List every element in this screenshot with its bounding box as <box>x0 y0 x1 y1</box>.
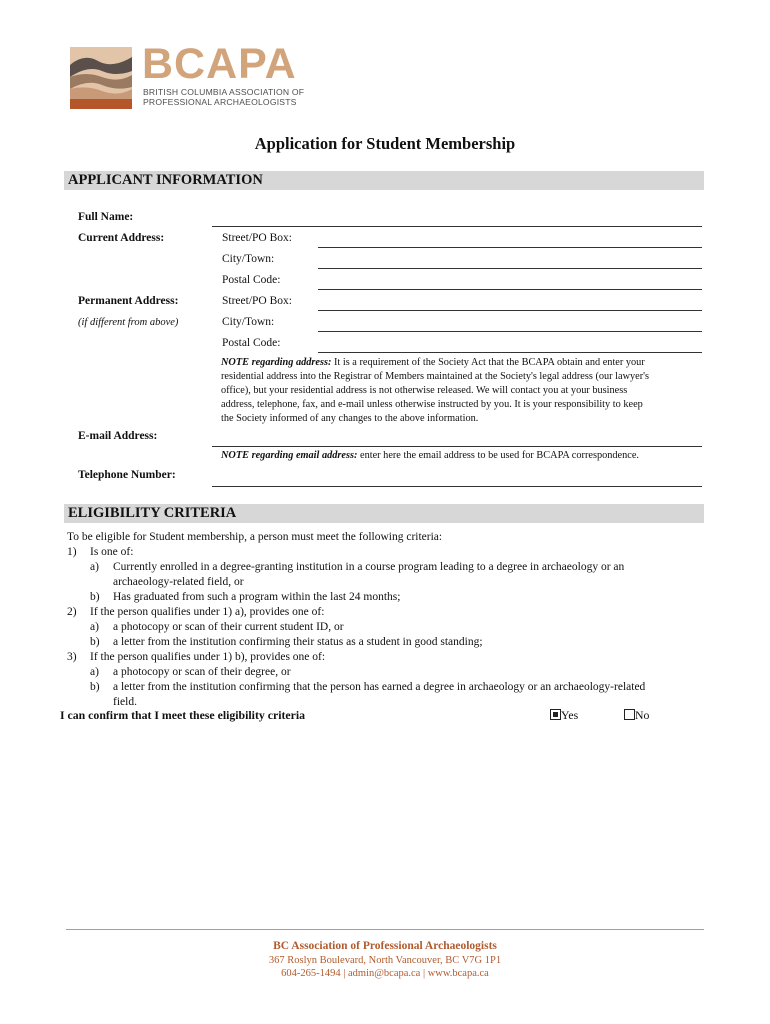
criterion-1a-text: Currently enrolled in a degree-granting institution in a course program leading to a degree in archaeology or an <box>113 561 625 573</box>
address-note-line1: It is a requirement of the Society Act that the BCAPA obtain and enter your <box>331 357 645 368</box>
email-note-heading: NOTE regarding email address: <box>221 450 358 461</box>
eligibility-confirm-label: I can confirm that I meet these eligibility criteria <box>60 708 306 722</box>
address-note-heading: NOTE regarding address: <box>221 357 332 368</box>
email-field[interactable] <box>212 446 702 447</box>
full-name-label: Full Name: <box>78 211 134 223</box>
criterion-3-number: 3) <box>67 651 77 663</box>
logo-subtitle-line1: BRITISH COLUMBIA ASSOCIATION OF <box>143 87 305 97</box>
eligibility-criteria-list <box>0 530 770 710</box>
criterion-1a-letter: a) <box>90 561 99 573</box>
email-note-text: enter here the email address to be used for BCAPA correspondence. <box>357 450 639 461</box>
eligibility-section-header <box>64 504 704 523</box>
confirm-yes-label: Yes <box>561 708 579 722</box>
permanent-address-label: Permanent Address: <box>78 295 179 307</box>
document-title: Application for Student Membership <box>254 134 516 153</box>
criterion-3b-text: a letter from the institution confirming that the person has earned a degree in archaeology or an archaeology-related <box>113 681 646 693</box>
full-name-field[interactable] <box>212 226 702 227</box>
logo-subtitle <box>143 87 304 107</box>
footer-org-name: BC Association of Professional Archaeologists <box>273 940 497 952</box>
permanent-street-field[interactable] <box>318 310 702 311</box>
confirm-no-label: No <box>635 708 650 722</box>
criterion-1-number: 1) <box>67 546 77 558</box>
criterion-1-text: Is one of: <box>90 546 134 558</box>
criterion-3b-letter: b) <box>90 681 100 693</box>
applicant-section-title: APPLICANT INFORMATION <box>68 172 263 188</box>
criterion-2-text: If the person qualifies under 1) a), provides one of: <box>90 606 325 618</box>
criteria-intro: To be eligible for Student membership, a person must meet the following criteria: <box>67 531 443 543</box>
applicant-section-header <box>64 171 704 190</box>
email-note <box>221 449 701 463</box>
telephone-field[interactable] <box>212 486 702 487</box>
current-city-field[interactable] <box>318 268 702 269</box>
criterion-1b-text: Has graduated from such a program within the last 24 months; <box>113 591 401 603</box>
confirm-yes-checkbox[interactable] <box>550 709 561 720</box>
criterion-2b-letter: b) <box>90 636 100 648</box>
bcapa-logo-mark <box>70 47 132 109</box>
current-address-label: Current Address: <box>78 232 165 244</box>
permanent-city-field[interactable] <box>318 331 702 332</box>
current-postal-field[interactable] <box>318 289 702 290</box>
criterion-2a-letter: a) <box>90 621 99 633</box>
current-street-field[interactable] <box>318 247 702 248</box>
address-note-line4: address, telephone, fax, and e-mail unless otherwise instructed by you. It is your responsibility to keep <box>221 399 643 410</box>
criterion-3a-letter: a) <box>90 666 99 678</box>
permanent-postal-label: Postal Code: <box>222 337 281 349</box>
confirm-no-checkbox[interactable] <box>624 709 635 720</box>
footer-address: 367 Roslyn Boulevard, North Vancouver, BC V7G 1P1 <box>268 955 502 966</box>
permanent-postal-field[interactable] <box>318 352 702 353</box>
criterion-3a-text: a photocopy or scan of their degree, or <box>113 666 291 678</box>
permanent-address-hint: (if different from above) <box>78 317 179 328</box>
address-note-line5: the Society informed of any changes to the above information. <box>221 413 479 424</box>
address-note-line2: residential address into the Registrar of Members maintained at the Society's legal address (our lawyer's <box>221 371 650 382</box>
address-note-line3: office), but your residential address is not otherwise released. We will contact you at your business <box>221 385 628 396</box>
criterion-1a-text-cont: archaeology-related field, or <box>113 576 244 588</box>
confirm-no-option[interactable] <box>624 708 649 723</box>
current-street-label: Street/PO Box: <box>222 232 292 244</box>
telephone-label: Telephone Number: <box>78 469 176 481</box>
criterion-3b-text-cont: field. <box>113 696 137 708</box>
confirm-yes-option[interactable] <box>550 708 578 723</box>
current-postal-label: Postal Code: <box>222 274 281 286</box>
eligibility-section-title: ELIGIBILITY CRITERIA <box>68 505 237 521</box>
criterion-3-text: If the person qualifies under 1) b), provides one of: <box>90 651 326 663</box>
footer-divider <box>66 929 704 930</box>
email-label: E-mail Address: <box>78 430 158 442</box>
permanent-street-label: Street/PO Box: <box>222 295 292 307</box>
permanent-city-label: City/Town: <box>222 316 275 328</box>
current-city-label: City/Town: <box>222 253 275 265</box>
logo-subtitle-line2: PROFESSIONAL ARCHAEOLOGISTS <box>143 97 297 107</box>
address-note <box>221 356 701 426</box>
criterion-1b-letter: b) <box>90 591 100 603</box>
logo-wordmark: BCAPA <box>142 40 297 88</box>
criterion-2a-text: a photocopy or scan of their current student ID, or <box>113 621 344 633</box>
criterion-2b-text: a letter from the institution confirming their status as a student in good standing; <box>113 636 483 648</box>
footer-contact: 604-265-1494 | admin@bcapa.ca | www.bcapa.ca <box>281 968 489 979</box>
criterion-2-number: 2) <box>67 606 77 618</box>
